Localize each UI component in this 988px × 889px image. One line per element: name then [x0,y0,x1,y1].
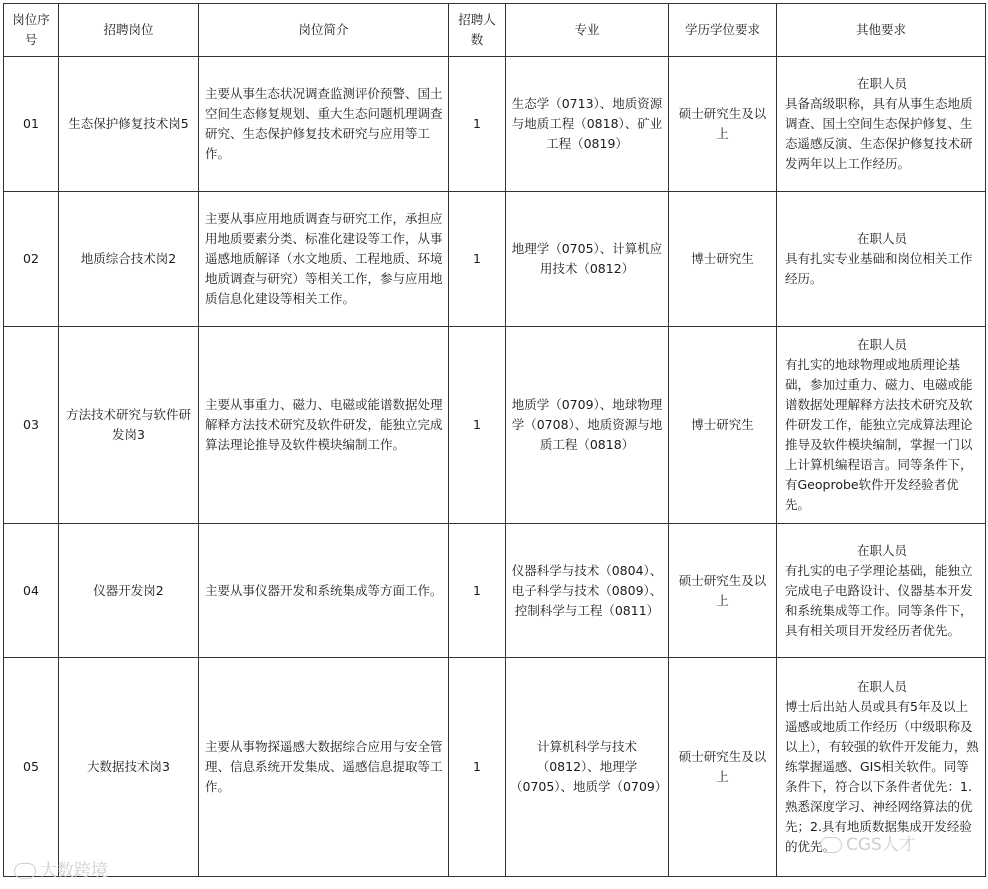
major-cell: 生态学（0713）、地质资源与地质工程（0818）、矿业工程（0819） [506,57,669,192]
recruitment-table [3,3,986,877]
header-position: 招聘岗位 [59,4,199,57]
desc-cell: 主要从事物探遥感大数据综合应用与安全管理、信息系统开发集成、遥感信息提取等工作。 [199,658,449,877]
other-cell [777,327,986,524]
watermark-left-text: 大数跨境 [40,861,108,881]
table-row [4,327,986,524]
watermark-right-text: CGS人才 [846,835,916,855]
other-cell [777,192,986,327]
seq-cell: 05 [4,658,59,877]
count-cell: 1 [449,327,506,524]
count-cell: 1 [449,57,506,192]
major-cell: 计算机科学与技术（0812）、地理学（0705）、地质学（0709） [506,658,669,877]
other-text: 有扎实的地球物理或地质理论基础，参加过重力、磁力、电磁或能谱数据处理解释方法技术研究及软件研发工作，能独立完成算法理论推导及软件模块编制，掌握一门以上计算机编程语言。同等条件下，有Geoprobe软件开发经验者优先。 [785,357,973,512]
degree-cell: 硕士研究生及以上 [669,57,777,192]
major-cell: 地理学（0705）、计算机应用技术（0812） [506,192,669,327]
table-row [4,57,986,192]
table-row [4,524,986,658]
major-cell: 仪器科学与技术（0804）、电子科学与技术（0809）、控制科学与工程（0811） [506,524,669,658]
header-degree: 学历学位要求 [669,4,777,57]
header-seq: 岗位序号 [4,4,59,57]
position-cell: 生态保护修复技术岗5 [59,57,199,192]
desc-cell: 主要从事仪器开发和系统集成等方面工作。 [199,524,449,658]
header-major: 专业 [506,4,669,57]
desc-cell: 主要从事应用地质调查与研究工作，承担应用地质要素分类、标准化建设等工作，从事遥感地质解译（水文地质、工程地质、环境地质调查与研究）等相关工作，参与应用地质信息化建设等相关工作。 [199,192,449,327]
other-head: 在职人员 [856,76,907,91]
other-text: 博士后出站人员或具有5年及以上遥感或地质工作经历（中级职称及以上），有较强的软件开发能力，熟练掌握遥感、GIS相关软件。同等条件下，符合以下条件者优先：1.熟悉深度学习、神经网络算法的优先；2.具有地质数据集成开发经验的优先。 [785,699,979,854]
header-desc: 岗位简介 [199,4,449,57]
other-head: 在职人员 [856,231,907,246]
other-text: 有扎实的电子学理论基础，能独立完成电子电路设计、仪器基本开发和系统集成等工作。同等条件下，具有相关项目开发经历者优先。 [785,562,973,638]
degree-cell: 硕士研究生及以上 [669,524,777,658]
header-count: 招聘人数 [449,4,506,57]
other-head: 在职人员 [856,679,907,694]
watermark-right [820,830,916,855]
seq-cell: 01 [4,57,59,192]
degree-cell: 博士研究生 [669,192,777,327]
other-text: 具备高级职称，具有从事生态地质调查、国土空间生态保护修复、生态遥感反演、生态保护修复技术研发两年以上工作经历。 [785,96,973,171]
seq-cell: 03 [4,327,59,524]
wechat-icon [820,837,842,853]
other-text: 具有扎实专业基础和岗位相关工作经历。 [785,251,973,286]
count-cell: 1 [449,192,506,327]
degree-cell: 硕士研究生及以上 [669,658,777,877]
header-other: 其他要求 [777,4,986,57]
position-cell: 大数据技术岗3 [59,658,199,877]
major-cell: 地质学（0709）、地球物理学（0708）、地质资源与地质工程（0818） [506,327,669,524]
position-cell: 地质综合技术岗2 [59,192,199,327]
watermark-left [14,856,108,881]
other-head: 在职人员 [856,337,907,352]
count-cell: 1 [449,658,506,877]
other-cell [777,57,986,192]
logo-icon [14,863,36,879]
position-cell: 仪器开发岗2 [59,524,199,658]
desc-cell: 主要从事重力、磁力、电磁或能谱数据处理解释方法技术研究及软件研发，能独立完成算法理论推导及软件模块编制工作。 [199,327,449,524]
table-header-row [4,4,986,57]
table-row [4,192,986,327]
desc-cell: 主要从事生态状况调查监测评价预警、国土空间生态修复规划、重大生态问题机理调查研究、生态保护修复技术研究与应用等工作。 [199,57,449,192]
seq-cell: 04 [4,524,59,658]
other-cell [777,524,986,658]
other-head: 在职人员 [856,542,907,558]
degree-cell: 博士研究生 [669,327,777,524]
count-cell: 1 [449,524,506,658]
position-cell: 方法技术研究与软件研发岗3 [59,327,199,524]
seq-cell: 02 [4,192,59,327]
